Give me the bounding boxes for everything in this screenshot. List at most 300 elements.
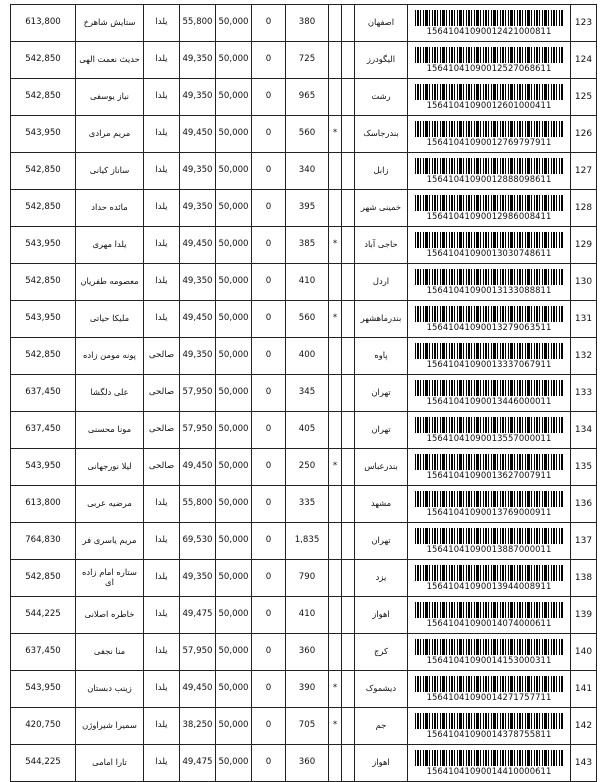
base-fee-cell: 50,000 xyxy=(216,79,252,116)
base-fee-cell: 50,000 xyxy=(216,634,252,671)
table-row xyxy=(11,412,597,449)
row-number-cell: 125 xyxy=(571,79,597,116)
sender-cell: یلدا xyxy=(144,5,180,42)
empty-cell xyxy=(342,634,355,671)
barcode-icon xyxy=(415,195,563,211)
zero-cell: 0 xyxy=(252,79,286,116)
barcode-icon xyxy=(415,602,563,618)
city-cell: الیگودرز xyxy=(355,42,408,79)
recipient-name-cell: مرضیه عربی xyxy=(76,486,144,523)
tracking-code: 15641041090013446000011 xyxy=(426,395,552,406)
total-amount-cell: 764,830 xyxy=(11,523,76,560)
table-row xyxy=(11,264,597,301)
zero-cell: 0 xyxy=(252,153,286,190)
recipient-name-cell: منا نجفی xyxy=(76,634,144,671)
flag-cell xyxy=(329,375,342,412)
zero-cell: 0 xyxy=(252,412,286,449)
recipient-name-cell: ساناز کیانی xyxy=(76,153,144,190)
flag-cell xyxy=(329,79,342,116)
weight-cell: 965 xyxy=(286,79,329,116)
barcode-icon xyxy=(415,232,563,248)
weight-cell: 360 xyxy=(286,634,329,671)
flag-cell xyxy=(329,745,342,782)
zero-cell: 0 xyxy=(252,745,286,782)
flag-cell xyxy=(329,5,342,42)
row-number-cell: 134 xyxy=(571,412,597,449)
city-cell: تهران xyxy=(355,412,408,449)
barcode-cell xyxy=(408,597,571,634)
total-amount-cell: 542,850 xyxy=(11,42,76,79)
barcode-cell xyxy=(408,560,571,597)
empty-cell xyxy=(342,264,355,301)
table-row xyxy=(11,153,597,190)
flag-cell xyxy=(329,634,342,671)
base-fee-cell: 50,000 xyxy=(216,671,252,708)
barcode-icon xyxy=(415,528,563,544)
sender-cell: صالحی xyxy=(144,412,180,449)
tracking-code: 15641041090014271757711 xyxy=(426,691,552,702)
row-number-cell: 130 xyxy=(571,264,597,301)
recipient-name-cell: ملیکا حیاتی xyxy=(76,301,144,338)
city-cell: جم xyxy=(355,708,408,745)
tracking-code: 15641041090013944008911 xyxy=(426,580,552,591)
weight-cell: 390 xyxy=(286,671,329,708)
sender-cell: یلدا xyxy=(144,301,180,338)
recipient-name-cell: پونه مومن زاده xyxy=(76,338,144,375)
table-row xyxy=(11,708,597,745)
flag-cell: * xyxy=(329,301,342,338)
cost-cell: 49,350 xyxy=(180,264,216,301)
zero-cell: 0 xyxy=(252,523,286,560)
table-row xyxy=(11,634,597,671)
total-amount-cell: 543,950 xyxy=(11,449,76,486)
recipient-name-cell: نیاز یوسفی xyxy=(76,79,144,116)
base-fee-cell: 50,000 xyxy=(216,449,252,486)
table-row xyxy=(11,597,597,634)
zero-cell: 0 xyxy=(252,671,286,708)
barcode-icon xyxy=(415,750,563,766)
zero-cell: 0 xyxy=(252,597,286,634)
tracking-code: 15641041090014153000311 xyxy=(426,654,552,665)
empty-cell xyxy=(342,486,355,523)
barcode-cell xyxy=(408,486,571,523)
zero-cell: 0 xyxy=(252,5,286,42)
flag-cell xyxy=(329,597,342,634)
sender-cell: یلدا xyxy=(144,116,180,153)
sender-cell: یلدا xyxy=(144,486,180,523)
row-number-cell: 129 xyxy=(571,227,597,264)
cost-cell: 49,450 xyxy=(180,671,216,708)
row-number-cell: 142 xyxy=(571,708,597,745)
flag-cell: * xyxy=(329,227,342,264)
sender-cell: یلدا xyxy=(144,153,180,190)
weight-cell: 340 xyxy=(286,153,329,190)
weight-cell: 380 xyxy=(286,5,329,42)
row-number-cell: 141 xyxy=(571,671,597,708)
table-row xyxy=(11,227,597,264)
empty-cell xyxy=(342,153,355,190)
flag-cell xyxy=(329,412,342,449)
barcode-icon xyxy=(415,639,563,655)
base-fee-cell: 50,000 xyxy=(216,412,252,449)
empty-cell xyxy=(342,671,355,708)
sender-cell: صالحی xyxy=(144,375,180,412)
zero-cell: 0 xyxy=(252,301,286,338)
barcode-icon xyxy=(415,306,563,322)
flag-cell xyxy=(329,560,342,597)
weight-cell: 335 xyxy=(286,486,329,523)
base-fee-cell: 50,000 xyxy=(216,116,252,153)
flag-cell xyxy=(329,190,342,227)
barcode-cell xyxy=(408,412,571,449)
empty-cell xyxy=(342,449,355,486)
barcode-icon xyxy=(415,343,563,359)
row-number-cell: 132 xyxy=(571,338,597,375)
empty-cell xyxy=(342,301,355,338)
base-fee-cell: 50,000 xyxy=(216,264,252,301)
cost-cell: 57,950 xyxy=(180,634,216,671)
sender-cell: صالحی xyxy=(144,449,180,486)
barcode-cell xyxy=(408,79,571,116)
total-amount-cell: 542,850 xyxy=(11,338,76,375)
weight-cell: 250 xyxy=(286,449,329,486)
base-fee-cell: 50,000 xyxy=(216,42,252,79)
row-number-cell: 123 xyxy=(571,5,597,42)
weight-cell: 395 xyxy=(286,190,329,227)
recipient-name-cell: ستاره امام زاده ای xyxy=(76,560,144,597)
city-cell: بندرماهشهر xyxy=(355,301,408,338)
recipient-name-cell: معصومه طفریان xyxy=(76,264,144,301)
zero-cell: 0 xyxy=(252,190,286,227)
empty-cell xyxy=(342,338,355,375)
zero-cell: 0 xyxy=(252,227,286,264)
recipient-name-cell: لیلا نورجهانی xyxy=(76,449,144,486)
recipient-name-cell: زینب دبستان xyxy=(76,671,144,708)
city-cell: تهران xyxy=(355,375,408,412)
barcode-icon xyxy=(415,565,563,581)
city-cell: اهواز xyxy=(355,745,408,782)
empty-cell xyxy=(342,597,355,634)
barcode-cell xyxy=(408,745,571,782)
total-amount-cell: 543,950 xyxy=(11,227,76,264)
base-fee-cell: 50,000 xyxy=(216,5,252,42)
sender-cell: یلدا xyxy=(144,190,180,227)
city-cell: تهران xyxy=(355,523,408,560)
cost-cell: 55,800 xyxy=(180,486,216,523)
recipient-name-cell: مائده حداد xyxy=(76,190,144,227)
zero-cell: 0 xyxy=(252,264,286,301)
row-number-cell: 128 xyxy=(571,190,597,227)
city-cell: اهواز xyxy=(355,597,408,634)
total-amount-cell: 543,950 xyxy=(11,671,76,708)
barcode-cell xyxy=(408,375,571,412)
total-amount-cell: 613,800 xyxy=(11,486,76,523)
tracking-code: 15641041090014378755811 xyxy=(426,728,552,739)
table-row xyxy=(11,79,597,116)
zero-cell: 0 xyxy=(252,42,286,79)
barcode-cell xyxy=(408,227,571,264)
flag-cell xyxy=(329,523,342,560)
total-amount-cell: 637,450 xyxy=(11,375,76,412)
city-cell: دیشموک xyxy=(355,671,408,708)
total-amount-cell: 543,950 xyxy=(11,116,76,153)
sender-cell: یلدا xyxy=(144,42,180,79)
sender-cell: یلدا xyxy=(144,671,180,708)
cost-cell: 49,450 xyxy=(180,227,216,264)
barcode-cell xyxy=(408,42,571,79)
cost-cell: 49,350 xyxy=(180,153,216,190)
cost-cell: 49,350 xyxy=(180,338,216,375)
barcode-icon xyxy=(415,380,563,396)
recipient-name-cell: سمیرا شیراوژن xyxy=(76,708,144,745)
tracking-code: 15641041090012601000411 xyxy=(426,99,552,110)
flag-cell xyxy=(329,153,342,190)
base-fee-cell: 50,000 xyxy=(216,486,252,523)
weight-cell: 400 xyxy=(286,338,329,375)
sender-cell: یلدا xyxy=(144,227,180,264)
recipient-name-cell: ستایش شاهرخ xyxy=(76,5,144,42)
barcode-icon xyxy=(415,84,563,100)
sender-cell: یلدا xyxy=(144,264,180,301)
zero-cell: 0 xyxy=(252,560,286,597)
cost-cell: 57,950 xyxy=(180,375,216,412)
weight-cell: 560 xyxy=(286,116,329,153)
barcode-cell xyxy=(408,634,571,671)
weight-cell: 410 xyxy=(286,264,329,301)
total-amount-cell: 542,850 xyxy=(11,190,76,227)
row-number-cell: 140 xyxy=(571,634,597,671)
recipient-name-cell: مریم یاسری فر xyxy=(76,523,144,560)
weight-cell: 725 xyxy=(286,42,329,79)
zero-cell: 0 xyxy=(252,375,286,412)
total-amount-cell: 542,850 xyxy=(11,264,76,301)
tracking-code: 15641041090012888098611 xyxy=(426,173,552,184)
weight-cell: 385 xyxy=(286,227,329,264)
base-fee-cell: 50,000 xyxy=(216,301,252,338)
empty-cell xyxy=(342,116,355,153)
table-row xyxy=(11,745,597,782)
empty-cell xyxy=(342,79,355,116)
sender-cell: یلدا xyxy=(144,745,180,782)
barcode-cell xyxy=(408,523,571,560)
flag-cell xyxy=(329,338,342,375)
weight-cell: 405 xyxy=(286,412,329,449)
tracking-code: 15641041090012421000811 xyxy=(426,25,552,36)
row-number-cell: 127 xyxy=(571,153,597,190)
zero-cell: 0 xyxy=(252,634,286,671)
total-amount-cell: 542,850 xyxy=(11,560,76,597)
base-fee-cell: 50,000 xyxy=(216,708,252,745)
cost-cell: 49,475 xyxy=(180,745,216,782)
recipient-name-cell: علی دلگشا xyxy=(76,375,144,412)
barcode-icon xyxy=(415,491,563,507)
table-body xyxy=(11,5,597,782)
weight-cell: 560 xyxy=(286,301,329,338)
cost-cell: 49,350 xyxy=(180,79,216,116)
tracking-code: 15641041090013133088811 xyxy=(426,284,552,295)
table-row xyxy=(11,42,597,79)
city-cell: رشت xyxy=(355,79,408,116)
tracking-code: 15641041090013887000011 xyxy=(426,543,552,554)
sender-cell: یلدا xyxy=(144,634,180,671)
barcode-cell xyxy=(408,449,571,486)
flag-cell xyxy=(329,264,342,301)
weight-cell: 345 xyxy=(286,375,329,412)
recipient-name-cell: خاطره اصلانی xyxy=(76,597,144,634)
barcode-cell xyxy=(408,116,571,153)
weight-cell: 705 xyxy=(286,708,329,745)
cost-cell: 49,450 xyxy=(180,116,216,153)
base-fee-cell: 50,000 xyxy=(216,745,252,782)
barcode-cell xyxy=(408,708,571,745)
empty-cell xyxy=(342,560,355,597)
tracking-code: 15641041090013030748611 xyxy=(426,247,552,258)
barcode-icon xyxy=(415,676,563,692)
empty-cell xyxy=(342,708,355,745)
tracking-code: 15641041090013627007911 xyxy=(426,469,552,480)
table-row xyxy=(11,338,597,375)
cost-cell: 38,250 xyxy=(180,708,216,745)
sender-cell: یلدا xyxy=(144,79,180,116)
flag-cell xyxy=(329,42,342,79)
barcode-cell xyxy=(408,5,571,42)
city-cell: اصفهان xyxy=(355,5,408,42)
cost-cell: 49,350 xyxy=(180,560,216,597)
cost-cell: 49,350 xyxy=(180,42,216,79)
total-amount-cell: 613,800 xyxy=(11,5,76,42)
barcode-cell xyxy=(408,264,571,301)
row-number-cell: 136 xyxy=(571,486,597,523)
city-cell: کرج xyxy=(355,634,408,671)
sender-cell: صالحی xyxy=(144,338,180,375)
table-row xyxy=(11,486,597,523)
barcode-cell xyxy=(408,338,571,375)
city-cell: زابل xyxy=(355,153,408,190)
table-row xyxy=(11,671,597,708)
barcode-icon xyxy=(415,121,563,137)
city-cell: بندرجاسک xyxy=(355,116,408,153)
base-fee-cell: 50,000 xyxy=(216,523,252,560)
weight-cell: 790 xyxy=(286,560,329,597)
city-cell: یزد xyxy=(355,560,408,597)
tracking-code: 15641041090012527068611 xyxy=(426,62,552,73)
table-row xyxy=(11,190,597,227)
table-row xyxy=(11,301,597,338)
base-fee-cell: 50,000 xyxy=(216,597,252,634)
barcode-icon xyxy=(415,454,563,470)
total-amount-cell: 542,850 xyxy=(11,153,76,190)
table-row xyxy=(11,560,597,597)
total-amount-cell: 420,750 xyxy=(11,708,76,745)
zero-cell: 0 xyxy=(252,116,286,153)
table-row xyxy=(11,375,597,412)
barcode-icon xyxy=(415,10,563,26)
total-amount-cell: 544,225 xyxy=(11,597,76,634)
tracking-code: 15641041090012769797911 xyxy=(426,136,552,147)
base-fee-cell: 50,000 xyxy=(216,190,252,227)
empty-cell xyxy=(342,190,355,227)
tracking-code: 15641041090013769000911 xyxy=(426,506,552,517)
empty-cell xyxy=(342,42,355,79)
flag-cell xyxy=(329,486,342,523)
empty-cell xyxy=(342,227,355,264)
table-row xyxy=(11,116,597,153)
base-fee-cell: 50,000 xyxy=(216,338,252,375)
shipment-table-page xyxy=(10,4,593,782)
weight-cell: 1,835 xyxy=(286,523,329,560)
barcode-cell xyxy=(408,153,571,190)
base-fee-cell: 50,000 xyxy=(216,560,252,597)
tracking-code: 15641041090013337067911 xyxy=(426,358,552,369)
zero-cell: 0 xyxy=(252,708,286,745)
city-cell: اردل xyxy=(355,264,408,301)
total-amount-cell: 543,950 xyxy=(11,301,76,338)
table-row xyxy=(11,449,597,486)
cost-cell: 49,450 xyxy=(180,301,216,338)
recipient-name-cell: مریم مرادی xyxy=(76,116,144,153)
total-amount-cell: 542,850 xyxy=(11,79,76,116)
city-cell: بندرعباس xyxy=(355,449,408,486)
barcode-cell xyxy=(408,301,571,338)
barcode-icon xyxy=(415,47,563,63)
row-number-cell: 133 xyxy=(571,375,597,412)
barcode-icon xyxy=(415,158,563,174)
recipient-name-cell: حدیث نعمت الهی xyxy=(76,42,144,79)
row-number-cell: 126 xyxy=(571,116,597,153)
city-cell: حاجی آباد xyxy=(355,227,408,264)
table-row xyxy=(11,523,597,560)
cost-cell: 55,800 xyxy=(180,5,216,42)
barcode-cell xyxy=(408,671,571,708)
sender-cell: یلدا xyxy=(144,523,180,560)
base-fee-cell: 50,000 xyxy=(216,153,252,190)
empty-cell xyxy=(342,523,355,560)
base-fee-cell: 50,000 xyxy=(216,375,252,412)
barcode-cell xyxy=(408,190,571,227)
city-cell: خمینی شهر xyxy=(355,190,408,227)
cost-cell: 57,950 xyxy=(180,412,216,449)
sender-cell: یلدا xyxy=(144,708,180,745)
recipient-name-cell: تارا امامی xyxy=(76,745,144,782)
cost-cell: 69,530 xyxy=(180,523,216,560)
weight-cell: 360 xyxy=(286,745,329,782)
zero-cell: 0 xyxy=(252,449,286,486)
cost-cell: 49,475 xyxy=(180,597,216,634)
flag-cell: * xyxy=(329,708,342,745)
base-fee-cell: 50,000 xyxy=(216,227,252,264)
flag-cell: * xyxy=(329,116,342,153)
sender-cell: یلدا xyxy=(144,560,180,597)
total-amount-cell: 637,450 xyxy=(11,634,76,671)
cost-cell: 49,450 xyxy=(180,449,216,486)
weight-cell: 410 xyxy=(286,597,329,634)
tracking-code: 15641041090013279063511 xyxy=(426,321,552,332)
row-number-cell: 135 xyxy=(571,449,597,486)
row-number-cell: 131 xyxy=(571,301,597,338)
tracking-code: 15641041090014074000611 xyxy=(426,617,552,628)
recipient-name-cell: مونا محسنی xyxy=(76,412,144,449)
cost-cell: 49,350 xyxy=(180,190,216,227)
flag-cell: * xyxy=(329,671,342,708)
city-cell: مشهد xyxy=(355,486,408,523)
city-cell: پاوه xyxy=(355,338,408,375)
flag-cell: * xyxy=(329,449,342,486)
table-row xyxy=(11,5,597,42)
barcode-icon xyxy=(415,713,563,729)
tracking-code: 15641041090014410000611 xyxy=(426,765,552,776)
empty-cell xyxy=(342,412,355,449)
row-number-cell: 137 xyxy=(571,523,597,560)
